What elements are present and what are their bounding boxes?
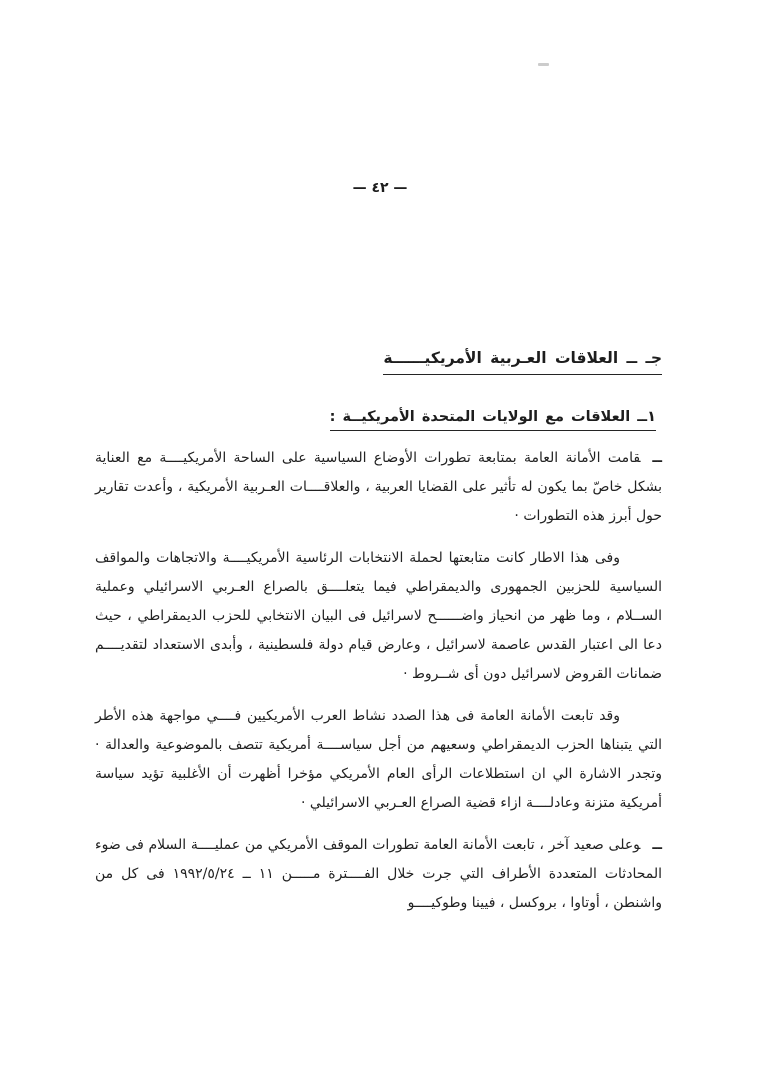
paragraph	[95, 444, 662, 531]
paragraph	[95, 702, 662, 818]
document-body	[95, 444, 662, 918]
paragraph-text: وفى هذا الاطار كانت متابعتها لحملة الانتخابات الرئاسية الأمريكيــــة والاتجاهات والمواقف السياسية للحزبين الجمهورى والديمقراطي فيما يتعلــــق بالصراع العـربي الاسرائيلي وعملية الســلام ، وما ظهر من انحياز واضــــــح لاسرائيل فى البيان الانتخابي للحزب الديمقراطي ، حيث دعا الى اعتبار القدس عاصمة لاسرائيل ، وعارض قيام دولة فلسطينية ، وأبدى الاستعداد لتقديــــم ضمانات القروض لاسرائيل دون أى شــروط ·	[95, 550, 662, 682]
page-number: — ٤٢ —	[352, 180, 408, 196]
paragraph-text: وعلى صعيد آخر ، تابعت الأمانة العامة تطورات الموقف الأمريكي من عمليــــة السلام فى ضوء المحادثات المتعددة الأطراف التي جرت خلال الفــــترة مـــــن ١١ ــ ١٩٩٢/٥/٢٤ فى كل من واشنطن ، أوتاوا ، بروكسل ، فيينا وطوكيــــو	[95, 837, 662, 911]
sub-heading: ١ــ العلاقات مع الولايات المتحدة الأمريكيــة :	[330, 409, 656, 431]
list-dash-marker: ــ	[652, 837, 662, 853]
paragraph	[95, 831, 662, 918]
section-heading: جـ ــ العلاقات العـربية الأمريكيــــــة	[383, 349, 662, 375]
paragraph	[95, 544, 662, 689]
list-dash-marker: ــ	[652, 450, 662, 466]
paragraph-text: قامت الأمانة العامة بمتابعة تطورات الأوضاع السياسية على الساحة الأمريكيــــة مع العناية بشكل خاصّ بما يكون له تأثير على القضايا العربية ، والعلاقــــات العـربية الأمريكية ، وأعدت تقارير حول أبرز هذه التطورات ·	[95, 450, 662, 524]
paragraph-text: وقد تابعت الأمانة العامة فى هذا الصدد نشاط العرب الأمريكيين فــــي مواجهة هذه الأطر التي يتبناها الحزب الديمقراطي وسعيهم من أجل سياســــة أمريكية تتصف بالموضوعية والعدالة · وتجدر الاشارة الي ان استطلاعات الرأى العام الأمريكي مؤخرا أظهرت أن الأغلبية تؤيد سياسة أمريكية متزنة وعادلــــة ازاء قضية الصراع العـربي الاسرائيلي ·	[95, 708, 662, 811]
scan-artifact	[538, 63, 549, 66]
